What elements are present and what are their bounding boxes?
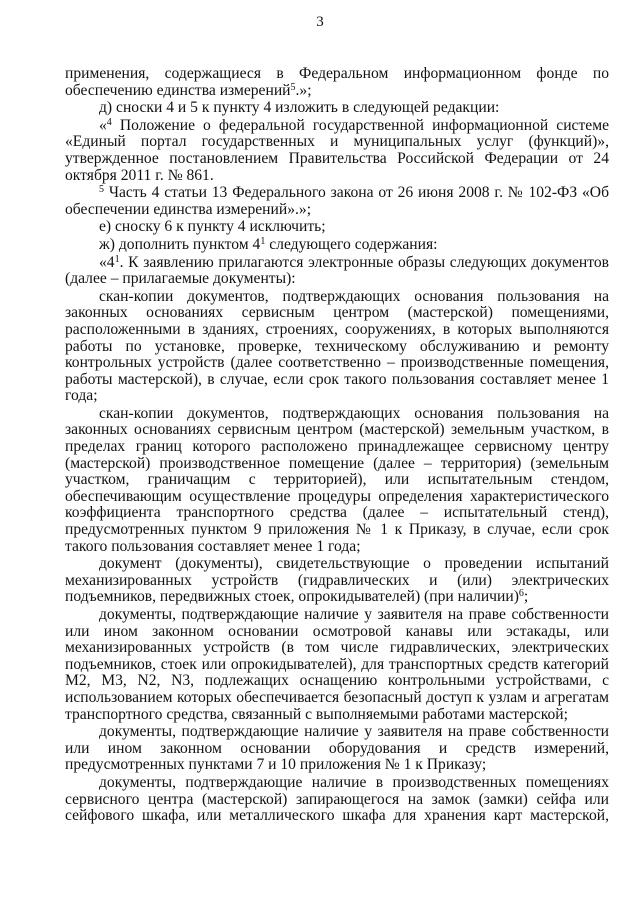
paragraph-p0 xyxy=(65,66,609,99)
paragraph-p11 xyxy=(65,724,609,774)
paragraph-text: е) сноску 6 к пункту 4 исключить; xyxy=(99,218,326,236)
paragraph-p2 xyxy=(65,118,609,184)
paragraph-p1 xyxy=(65,100,609,117)
paragraph-text: д) сноски 4 и 5 к пункту 4 изложить в следующей редакции: xyxy=(99,99,500,117)
footnote-marker: 1 xyxy=(114,253,120,265)
paragraph-text: применения, содержащиеся в Федеральном информационном фонде по обеспечению единства измерений xyxy=(65,65,609,99)
paragraph-p12 xyxy=(65,775,609,825)
paragraph-p7 xyxy=(65,289,609,405)
paragraph-p4 xyxy=(65,219,609,236)
paragraph-text: .»; xyxy=(295,81,312,99)
paragraph-text: документы, подтверждающие наличие у заявителя на праве собственности или ином законном основании оборудования и средств измерений, предусмотренных пунктами 7 и 10 приложения № 1 к Приказу; xyxy=(65,723,609,774)
document-body xyxy=(65,66,609,825)
paragraph-text: скан-копии документов, подтверждающих основания пользования на законных основаниях сервисным центром (мастерской) земельным участком, в пределах границ которого расположено принадлежащее сервисному центру (мастерской) производственное помещение (далее – территория) (земельным участком, граничащим с территорией), или испытательным стендом, обеспечивающим осуществление процедуры определения характеристического коэффициента транспортного средства (далее – испытательный стенд), предусмотренных пунктом 9 приложения № 1 к Приказу, в случае, если срок такого пользования составляет менее 1 года; xyxy=(65,404,609,555)
footnote-marker: 4 xyxy=(106,116,112,128)
paragraph-text: Часть 4 статьи 13 Федерального закона от 26 июня 2008 г. № 102-ФЗ «Об обеспечении единства измерений».»; xyxy=(65,184,609,218)
paragraph-p6 xyxy=(65,255,609,288)
paragraph-p8 xyxy=(65,406,609,555)
paragraph-text: документ (документы), свидетельствующие о проведении испытаний механизированных устройств (гидравлических и (или) электрических подъемников, передвижных стоек, опрокидывателей) (при наличии) xyxy=(65,555,609,606)
paragraph-text: «4 xyxy=(99,253,115,271)
paragraph-text: ; xyxy=(523,588,529,606)
footnote-marker: 1 xyxy=(260,235,266,247)
paragraph-text: документы, подтверждающие наличие у заявителя на праве собственности или ином законном основании осмотровой канавы или эстакады, или механизированных устройств (в том числе гидравлических, электрических подъемников, стоек или опрокидывателей), для транспортных средств категорий М2, М3, N2, N3, подлежащих оснащению контрольными устройствами, с использованием которых обеспечивается безопасный доступ к узлам и агрегатам транспортного средства, связанный с выполняемыми работами мастерской; xyxy=(65,606,609,723)
paragraph-p10 xyxy=(65,607,609,723)
paragraph-p3 xyxy=(65,185,609,218)
paragraph-text: « xyxy=(99,116,107,134)
paragraph-text: ж) дополнить пунктом 4 xyxy=(99,235,261,253)
paragraph-text: Положение о федеральной государственной информационной системе «Единый портал государственных и муниципальных услуг (функций)», утвержденное постановлением Правительства Российской Федерации от 24 октября 2011 г. № 861. xyxy=(65,116,609,184)
footnote-marker: 6 xyxy=(518,588,524,600)
paragraph-text: . К заявлению прилагаются электронные образы следующих документов (далее – прилагаемые документы): xyxy=(65,253,609,288)
paragraph-text: скан-копии документов, подтверждающих основания пользования на законных основаниях сервисным центром (мастерской) помещениями, расположенными в зданиях, строениях, сооружениях, в которых выполняются работы по установке, проверке, техническому обслуживанию и ремонту контрольных устройств (далее соответственно – производственные помещения, работы мастерской), в случае, если срок такого пользования составляет менее 1 года; xyxy=(65,287,609,405)
page-number: 3 xyxy=(316,14,324,30)
paragraph-text: следующего содержания: xyxy=(265,235,438,253)
footnote-marker: 5 xyxy=(99,184,104,196)
footnote-marker: 5 xyxy=(290,81,296,93)
paragraph-p5 xyxy=(65,237,609,254)
paragraph-p9 xyxy=(65,556,609,606)
paragraph-text: документы, подтверждающие наличие в производственных помещениях сервисного центра (мастерской) запирающегося на замок (замки) сейфа или сейфового шкафа, или металлического шкафа для хранения карт мастерской, xyxy=(65,773,609,825)
